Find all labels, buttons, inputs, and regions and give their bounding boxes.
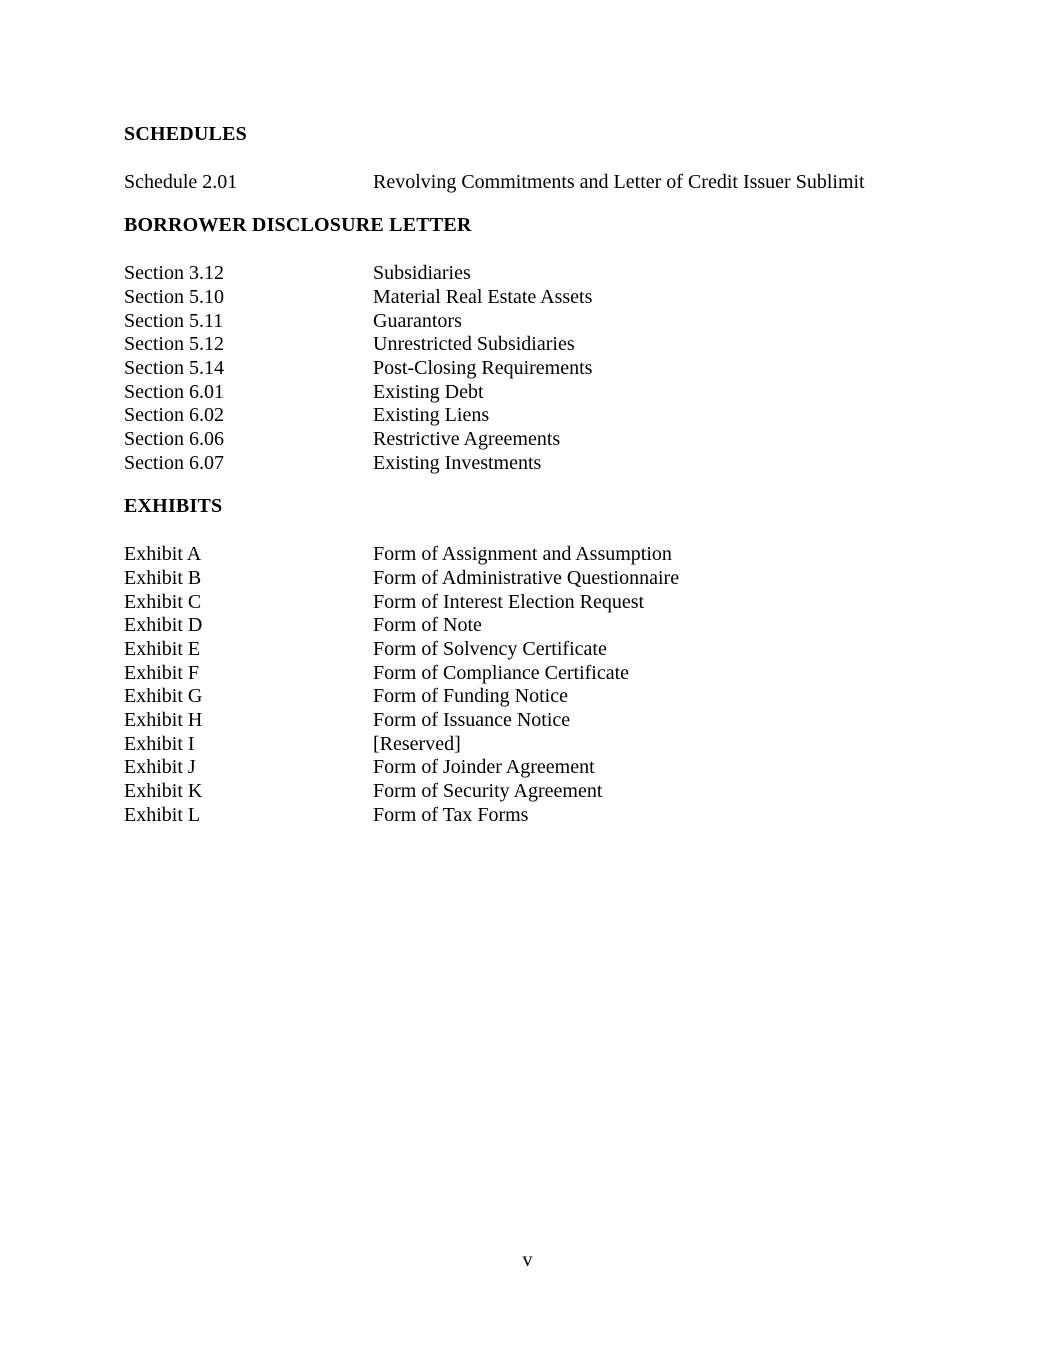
toc-row-description: Form of Tax Forms [373, 803, 529, 826]
toc-row-label: Exhibit I [124, 732, 195, 755]
toc-row [124, 756, 995, 780]
toc-row-description: Form of Note [373, 614, 482, 637]
toc-row-label: Exhibit K [124, 780, 203, 803]
toc-row-label: Section 5.12 [124, 333, 224, 356]
toc-row [124, 171, 995, 195]
toc-row-description: Form of Joinder Agreement [373, 756, 595, 779]
toc-row-label: Exhibit E [124, 637, 201, 660]
toc-row-label: Exhibit B [124, 566, 202, 589]
toc-row [124, 286, 995, 310]
toc-row [124, 543, 995, 567]
toc-row [124, 452, 995, 476]
toc-row [124, 262, 995, 286]
toc-row-label: Exhibit D [124, 614, 203, 637]
toc-row-description: Form of Issuance Notice [373, 709, 571, 732]
exhibits-heading: EXHIBITS [124, 495, 223, 518]
schedules-heading: SCHEDULES [124, 123, 247, 145]
toc-row-label: Schedule 2.01 [124, 170, 238, 193]
toc-row [124, 333, 995, 357]
toc-row-label: Exhibit J [124, 756, 196, 779]
toc-row-label: Section 5.11 [124, 309, 224, 332]
toc-row [124, 404, 995, 428]
toc-row-label: Exhibit C [124, 590, 202, 613]
toc-row-description: Existing Investments [373, 451, 542, 474]
toc-row [124, 780, 995, 804]
exhibits-list [124, 543, 995, 827]
toc-row-label: Section 6.01 [124, 380, 224, 403]
toc-row [124, 428, 995, 452]
toc-row-label: Exhibit L [124, 803, 201, 826]
borrower-disclosure-letter-list [124, 262, 995, 475]
toc-row-description: Existing Liens [373, 404, 490, 427]
toc-row-description: Form of Assignment and Assumption [373, 543, 672, 566]
toc-row-description: Form of Interest Election Request [373, 590, 645, 613]
toc-row-label: Section 6.07 [124, 451, 224, 474]
borrower-disclosure-letter-heading: BORROWER DISCLOSURE LETTER [124, 214, 472, 237]
toc-row-label: Exhibit H [124, 709, 203, 732]
toc-row-label: Exhibit G [124, 685, 203, 708]
toc-row-label: Section 6.06 [124, 428, 224, 451]
toc-row-description: Guarantors [373, 309, 462, 332]
toc-row-description: Subsidiaries [373, 262, 471, 285]
toc-row [124, 567, 995, 591]
page-number: v [522, 1249, 533, 1271]
toc-row-description: Material Real Estate Assets [373, 285, 593, 308]
toc-row [124, 357, 995, 381]
toc-row-description: Form of Funding Notice [373, 685, 568, 708]
toc-row-description: Revolving Commitments and Letter of Credit Issuer Sublimit [373, 170, 865, 193]
toc-row-label: Section 5.14 [124, 356, 224, 379]
toc-row-description: Post-Closing Requirements [373, 356, 593, 379]
toc-row-label: Section 6.02 [124, 404, 224, 427]
toc-row-label: Section 3.12 [124, 262, 224, 285]
toc-row [124, 804, 995, 828]
toc-row-description: Existing Debt [373, 380, 484, 403]
toc-row [124, 381, 995, 405]
toc-row-description: Form of Solvency Certificate [373, 637, 607, 660]
toc-row-description: Unrestricted Subsidiaries [373, 333, 575, 356]
toc-row [124, 614, 995, 638]
toc-row-label: Section 5.10 [124, 285, 224, 308]
toc-row [124, 638, 995, 662]
toc-row-description: Form of Compliance Certificate [373, 661, 630, 684]
toc-row [124, 591, 995, 615]
toc-row-description: [Reserved] [373, 732, 461, 755]
toc-row-label: Exhibit F [124, 661, 200, 684]
toc-row [124, 685, 995, 709]
schedules-list [124, 171, 995, 195]
toc-row-label: Exhibit A [124, 543, 202, 566]
toc-row [124, 709, 995, 733]
toc-row-description: Form of Administrative Questionnaire [373, 566, 680, 589]
toc-row [124, 310, 995, 334]
toc-row [124, 733, 995, 757]
toc-row-description: Form of Security Agreement [373, 780, 603, 803]
toc-row-description: Restrictive Agreements [373, 428, 561, 451]
toc-row [124, 662, 995, 686]
